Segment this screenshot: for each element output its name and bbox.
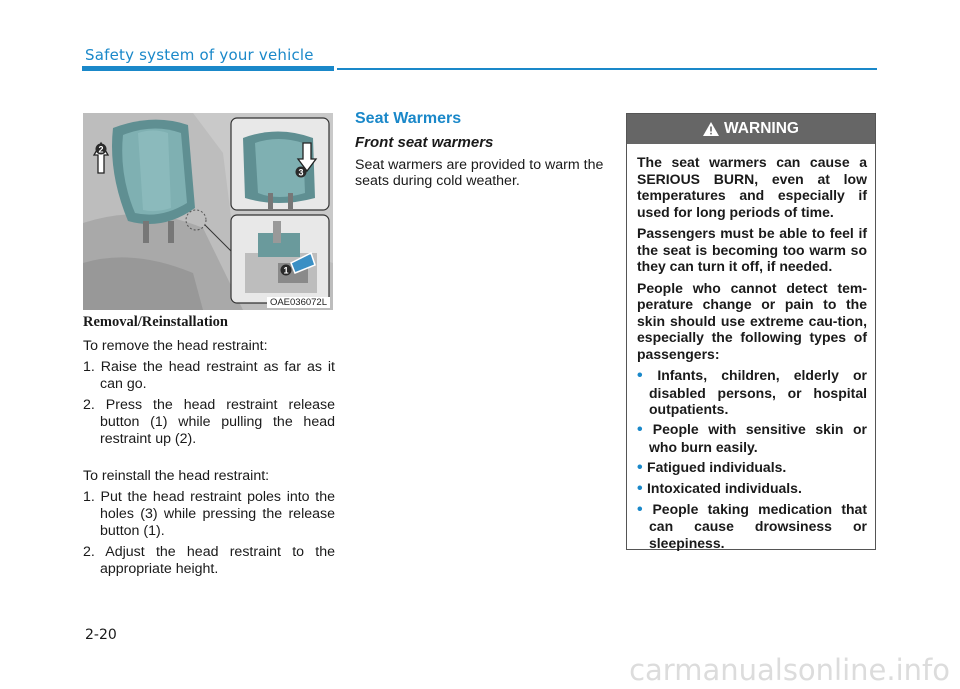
list-item: • Intoxicated individuals. — [637, 479, 802, 497]
head-restraint-drawing — [83, 113, 333, 310]
page-number: 2-20 — [85, 627, 117, 643]
remove-intro: To remove the head restraint: — [83, 338, 268, 354]
middle-column — [355, 110, 607, 189]
bullet-icon: • — [637, 367, 658, 384]
bullet-icon: • — [637, 479, 648, 497]
warning-paragraph-1: The seat warmers can cause a SERIOUS BURN, even at low temperatures and especially if used for long periods of time. — [637, 154, 867, 220]
warning-header — [627, 114, 875, 144]
figure-code: OAE036072L — [267, 297, 330, 308]
front-seat-warmers-subtitle: Front seat warmers — [355, 134, 494, 151]
reinstall-steps-list — [83, 489, 335, 578]
list-item: • People taking medication that can cause drowsiness or sleepiness. — [637, 500, 868, 551]
svg-text:2: 2 — [98, 144, 104, 155]
warning-box — [626, 113, 876, 550]
svg-text:3: 3 — [298, 167, 304, 178]
reinstall-step-2: 2. Adjust the head restraint to the appropriate height. — [83, 544, 335, 577]
remove-step-2: 2. Press the head restraint release button (1) while pulling the head restraint up (2). — [83, 397, 335, 447]
warning-paragraph-3: People who cannot detect tem-perature change or pain to the skin should use extreme cau-tion, especially the following types of passengers: — [637, 279, 867, 362]
header-rule-thin — [337, 68, 877, 70]
bullet-icon: • — [637, 500, 653, 518]
removal-subheading: Removal/Reinstallation — [83, 314, 228, 330]
svg-text:1: 1 — [283, 265, 289, 276]
remove-step-1: 1. Raise the head restraint as far as it can go. — [83, 359, 335, 392]
warning-label: WARNING — [724, 120, 799, 137]
head-restraint-illustration — [83, 113, 333, 310]
bullet-icon: • — [637, 421, 653, 438]
warning-body — [627, 144, 875, 551]
warning-paragraph-2: Passengers must be able to feel if the seat is becoming too warm so they can turn it off, if needed. — [637, 225, 867, 274]
list-item: • Fatigued individuals. — [637, 458, 787, 476]
header-section-title: Safety system of your vehicle — [85, 46, 314, 64]
header-rule-thick — [82, 66, 334, 71]
reinstall-intro: To reinstall the head restraint: — [83, 468, 270, 484]
warning-triangle-icon — [703, 122, 719, 136]
bullet-icon: • — [637, 458, 648, 476]
reinstall-step-1: 1. Put the head restraint poles into the holes (3) while pressing the release button (1). — [83, 489, 335, 539]
remove-steps-list — [83, 359, 335, 448]
watermark: carmanualsonline.info — [629, 653, 950, 687]
list-item: • Infants, children, elderly or disabled persons, or hospital outpatients. — [637, 367, 868, 417]
warning-bullet-list — [637, 367, 867, 551]
left-column — [83, 314, 335, 582]
seat-warmers-title: Seat Warmers — [355, 110, 462, 127]
seat-warmers-text: Seat warmers are provided to warm the seats during cold weather. — [355, 157, 604, 189]
list-item: • People with sensitive skin or who burn easily. — [637, 421, 867, 455]
